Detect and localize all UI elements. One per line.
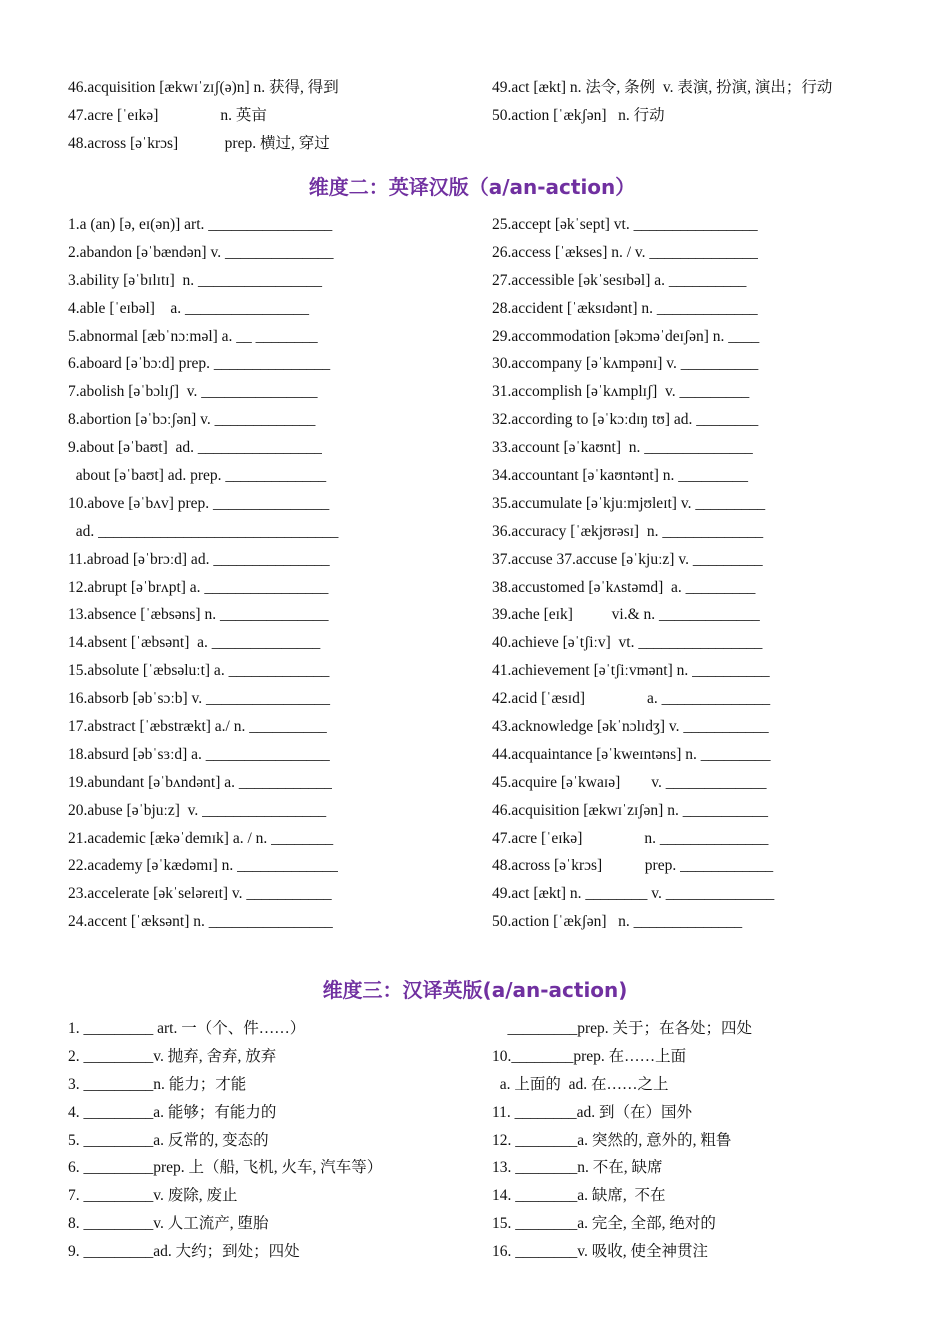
vocab-entry: 14.absent [ˈæbsənt] a. ______________ <box>68 634 321 652</box>
fill-in-entry: 12. ________a. 突然的, 意外的, 粗鲁 <box>492 1131 732 1149</box>
top-entry: 48.across [əˈkrɔs] prep. 横过, 穿过 <box>68 134 330 152</box>
vocab-entry: 30.accompany [əˈkʌmpənɪ] v. __________ <box>492 355 759 373</box>
section3-right-column <box>492 1015 752 1266</box>
vocab-entry: 50.action [ˈækʃən] n. ______________ <box>492 913 743 931</box>
vocab-entry: 7.abolish [əˈbɔlɪʃ] v. _______________ <box>68 383 318 401</box>
fill-in-entry: a. 上面的 ad. 在……之上 <box>492 1075 669 1093</box>
vocab-entry: 15.absolute [ˈæbsəluːt] a. _____________ <box>68 662 330 680</box>
vocab-entry: 22.academy [əˈkædəmɪ] n. _____________ <box>68 857 338 875</box>
vocab-entry: 38.accustomed [əˈkʌstəmd] a. _________ <box>492 578 756 596</box>
fill-in-entry: 9. _________ad. 大约；到处；四处 <box>68 1243 300 1261</box>
vocab-entry: 29.accommodation [əkɔməˈdeɪʃən] n. ____ <box>492 327 760 345</box>
fill-in-entry: _________prep. 关于；在各处；四处 <box>492 1020 753 1037</box>
fill-in-entry: 10.________prep. 在……上面 <box>492 1047 687 1065</box>
vocab-entry: 23.accelerate [əkˈseləreɪt] v. ___________ <box>68 885 332 903</box>
vocab-entry: 1.a (an) [ə, eɪ(ən)] art. ________________ <box>68 216 333 233</box>
vocab-entry: 11.abroad [əˈbrɔːd] ad. _______________ <box>68 550 330 568</box>
vocab-entry: 24.accent [ˈæksənt] n. ________________ <box>68 913 333 931</box>
section2-left-column <box>68 211 338 936</box>
top-entry: 49.act [ækt] n. 法令, 条例 v. 表演, 扮演, 演出；行动 <box>492 79 833 96</box>
fill-in-entry: 6. _________prep. 上（船, 飞机, 火车, 汽车等） <box>68 1159 383 1177</box>
fill-in-entry: 5. _________a. 反常的, 变态的 <box>68 1131 269 1149</box>
vocab-entry: 31.accomplish [əˈkʌmplɪʃ] v. _________ <box>492 383 750 401</box>
fill-in-entry: 15. ________a. 完全, 全部, 绝对的 <box>492 1215 716 1233</box>
fill-in-entry: 1. _________ art. 一（个、件……） <box>68 1020 306 1037</box>
fill-in-entry: 13. ________n. 不在, 缺席 <box>492 1159 663 1177</box>
vocab-entry: 39.ache [eɪk] vi.& n. _____________ <box>492 606 760 624</box>
vocab-entry: 9.about [əˈbaʊt] ad. ________________ <box>68 439 322 457</box>
vocab-entry: 21.academic [ækəˈdemɪk] a. / n. ________ <box>68 829 334 847</box>
fill-in-entry: 8. _________v. 人工流产, 堕胎 <box>68 1215 269 1233</box>
vocab-entry: 26.access [ˈækses] n. / v. ______________ <box>492 243 758 261</box>
vocab-entry: 34.accountant [əˈkaʊntənt] n. _________ <box>492 467 748 485</box>
vocab-entry: ad. _______________________________ <box>68 522 339 540</box>
vocab-entry: 12.abrupt [əˈbrʌpt] a. ________________ <box>68 578 329 596</box>
vocab-entry: 17.abstract [ˈæbstrækt] a./ n. __________ <box>68 718 327 736</box>
vocab-entry: 5.abnormal [æbˈnɔːməl] a. __ ________ <box>68 327 318 345</box>
vocab-entry: 6.aboard [əˈbɔːd] prep. _______________ <box>68 355 331 373</box>
vocab-entry: 42.acid [ˈæsɪd] a. ______________ <box>492 690 771 708</box>
vocab-entry: 36.accuracy [ˈækjʊrəsɪ] n. _____________ <box>492 522 764 540</box>
vocab-entry: 49.act [ækt] n. ________ v. ______________ <box>492 885 775 903</box>
vocab-entry: 37.accuse 37.accuse [əˈkjuːz] v. _________ <box>492 550 763 568</box>
vocab-entry: 18.absurd [əbˈsɜːd] a. ________________ <box>68 745 330 763</box>
section2-right-column <box>492 211 774 936</box>
vocab-entry: 3.ability [əˈbɪlɪtɪ] n. ________________ <box>68 271 323 289</box>
section3-left-column <box>68 1015 382 1266</box>
vocab-entry: 46.acquisition [ækwɪˈzɪʃən] n. ___________ <box>492 801 768 819</box>
fill-in-entry: 4. _________a. 能够；有能力的 <box>68 1103 277 1121</box>
vocab-entry: 27.accessible [əkˈsesɪbəl] a. __________ <box>492 271 747 289</box>
vocab-entry: 19.abundant [əˈbʌndənt] a. ____________ <box>68 773 332 791</box>
vocab-entry: 43.acknowledge [əkˈnɔlɪdʒ] v. ___________ <box>492 718 769 736</box>
fill-in-entry: 11. ________ad. 到（在）国外 <box>492 1103 693 1121</box>
top-entry: 50.action [ˈækʃən] n. 行动 <box>492 106 665 124</box>
vocab-entry: 25.accept [əkˈsept] vt. ________________ <box>492 216 758 233</box>
top-list-right <box>492 74 832 130</box>
fill-in-entry: 7. _________v. 废除, 废止 <box>68 1187 238 1205</box>
vocab-entry: 10.above [əˈbʌv] prep. _______________ <box>68 494 330 512</box>
vocab-entry: about [əˈbaʊt] ad. prep. _____________ <box>68 467 327 485</box>
vocab-entry: 4.able [ˈeɪbəl] a. ________________ <box>68 299 310 317</box>
section2-title: 维度二：英译汉版（a/an-action） <box>308 175 636 199</box>
vocab-entry: 44.acquaintance [əˈkweɪntəns] n. _________ <box>492 745 771 763</box>
fill-in-entry: 2. _________v. 抛弃, 舍弃, 放弃 <box>68 1047 277 1065</box>
vocab-entry: 35.accumulate [əˈkjuːmjʊleɪt] v. _________ <box>492 494 766 512</box>
vocab-entry: 2.abandon [əˈbændən] v. ______________ <box>68 243 334 261</box>
vocab-entry: 40.achieve [əˈtʃiːv] vt. ________________ <box>492 634 763 652</box>
fill-in-entry: 14. ________a. 缺席, 不在 <box>492 1187 666 1205</box>
vocab-entry: 16.absorb [əbˈsɔːb] v. ________________ <box>68 690 331 708</box>
vocab-entry: 48.across [əˈkrɔs] prep. ____________ <box>492 857 774 875</box>
section3-title: 维度三：汉译英版(a/an-action) <box>322 978 628 1002</box>
vocab-entry: 20.abuse [əˈbjuːz] v. ________________ <box>68 801 327 819</box>
vocab-entry: 8.abortion [əˈbɔːʃən] v. _____________ <box>68 411 316 429</box>
vocab-entry: 33.account [əˈkaʊnt] n. ______________ <box>492 439 753 457</box>
vocab-entry: 13.absence [ˈæbsəns] n. ______________ <box>68 606 329 624</box>
vocab-entry: 47.acre [ˈeɪkə] n. ______________ <box>492 829 769 847</box>
vocab-entry: 32.according to [əˈkɔːdɪŋ tʊ] ad. ________ <box>492 411 759 429</box>
top-entry: 47.acre [ˈeɪkə] n. 英亩 <box>68 106 267 124</box>
vocab-entry: 45.acquire [əˈkwaɪə] v. _____________ <box>492 773 767 791</box>
top-list-left <box>68 74 339 158</box>
fill-in-entry: 16. ________v. 吸收, 使全神贯注 <box>492 1243 708 1261</box>
vocab-entry: 28.accident [ˈæksɪdənt] n. _____________ <box>492 299 758 317</box>
top-entry: 46.acquisition [ækwɪˈzɪʃ(ə)n] n. 获得, 得到 <box>68 79 339 96</box>
fill-in-entry: 3. _________n. 能力；才能 <box>68 1075 247 1093</box>
vocab-entry: 41.achievement [əˈtʃiːvmənt] n. __________ <box>492 662 770 680</box>
